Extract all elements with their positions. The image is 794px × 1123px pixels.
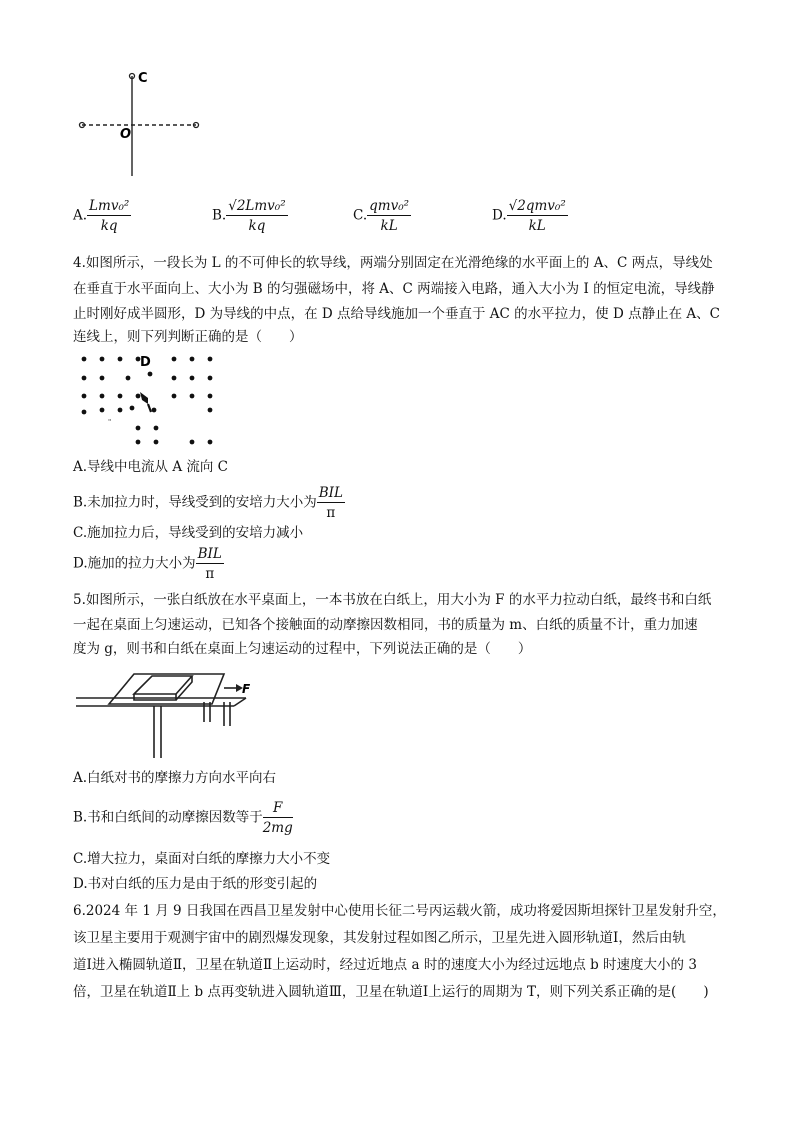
q3-option-a[interactable]: A. $\frac{\text{Lmv₀²}}{kq}$ — [73, 198, 130, 234]
q3-option-d[interactable]: D. $\frac{\text{√2qmv₀²}}{kL}$ — [492, 198, 566, 234]
q4-line-3: 止时刚好成半圆形，D 为导线的中点，在 D 点给导线施加一个垂直于 AC 的水平拉力，使 D 点静止在 A、C — [73, 306, 720, 322]
q3-option-b[interactable]: B. $\frac{\text{√2Lmv₀²}}{kq}$ — [212, 198, 286, 234]
q5-option-a[interactable]: A.白纸对书的摩擦力方向水平向右 — [73, 770, 277, 786]
q4-line-4: 连线上，则下列判断正确的是（ ） — [73, 329, 303, 345]
q6-line-4: 倍，卫星在轨道Ⅱ上 b 点再变轨进入圆轨道Ⅲ，卫星在轨道Ⅰ上运行的周期为 T，则下列关系正确的是( ) — [73, 984, 709, 1000]
label-o: O — [120, 127, 132, 142]
label-d: D — [140, 355, 151, 370]
q6-line-3: 道Ⅰ进入椭圆轨道Ⅱ，卫星在轨道Ⅱ上运动时，经过近地点 a 时的速度大小为经过远地点 b 时速度大小的 3 — [73, 957, 697, 973]
q6-line-2: 该卫星主要用于观测宇宙中的剧烈爆发现象，其发射过程如图乙所示，卫星先进入圆形轨道Ⅰ，然后由轨 — [73, 930, 686, 946]
q5-line-2: 一起在桌面上匀速运动，已知各个接触面的动摩擦因数相同，书的质量为 m、白纸的质量不计，重力加速 — [73, 617, 698, 633]
q6-line-1: 6.2024 年 1 月 9 日我国在西昌卫星发射中心使用长征二号丙运载火箭，成功将爱因斯坦探针卫星发射升空， — [73, 903, 726, 919]
q3-option-c[interactable]: C. $\frac{\text{qmv₀²}}{kL}$ — [353, 198, 410, 234]
q4-option-d[interactable]: D.施加的拉力大小为 $\frac{\text{BIL}}{\pi}$ — [73, 546, 222, 582]
table-book-figure — [74, 664, 254, 760]
label-f: F — [242, 682, 251, 696]
q5-line-1: 5.如图所示，一张白纸放在水平桌面上，一本书放在白纸上，用大小为 F 的水平力拉动白纸，最终书和白纸 — [73, 592, 712, 608]
q4-option-c[interactable]: C.施加拉力后，导线受到的安培力减小 — [73, 525, 304, 541]
svg-text:": " — [108, 418, 112, 426]
q4-line-2: 在垂直于水平面向上、大小为 B 的匀强磁场中，将 A、C 两端接入电路，通入大小为 I 的恒定电流，导线静 — [73, 281, 715, 297]
q4-line-1: 4.如图所示，一段长为 L 的不可伸长的软导线，两端分别固定在光滑绝缘的水平面上的 A、C 两点，导线处 — [73, 255, 713, 271]
q5-option-c[interactable]: C.增大拉力，桌面对白纸的摩擦力大小不变 — [73, 851, 331, 867]
q5-option-d[interactable]: D.书对白纸的压力是由于纸的形变引起的 — [73, 876, 318, 892]
q4-option-b[interactable]: B.未加拉力时，导线受到的安培力大小为 $\frac{\text{BIL}}{\pi}$ — [73, 485, 343, 521]
q5-option-b[interactable]: B.书和白纸间的动摩擦因数等于 $\frac{F}{2mg}$ — [73, 800, 293, 836]
label-c: C — [138, 71, 148, 86]
q5-line-3: 度为 g，则书和白纸在桌面上匀速运动的过程中，下列说法正确的是（ ） — [73, 641, 532, 657]
magnetic-field-figure — [78, 352, 223, 452]
q4-option-a[interactable]: A.导线中电流从 A 流向 C — [73, 459, 228, 475]
axis-figure — [74, 66, 204, 178]
